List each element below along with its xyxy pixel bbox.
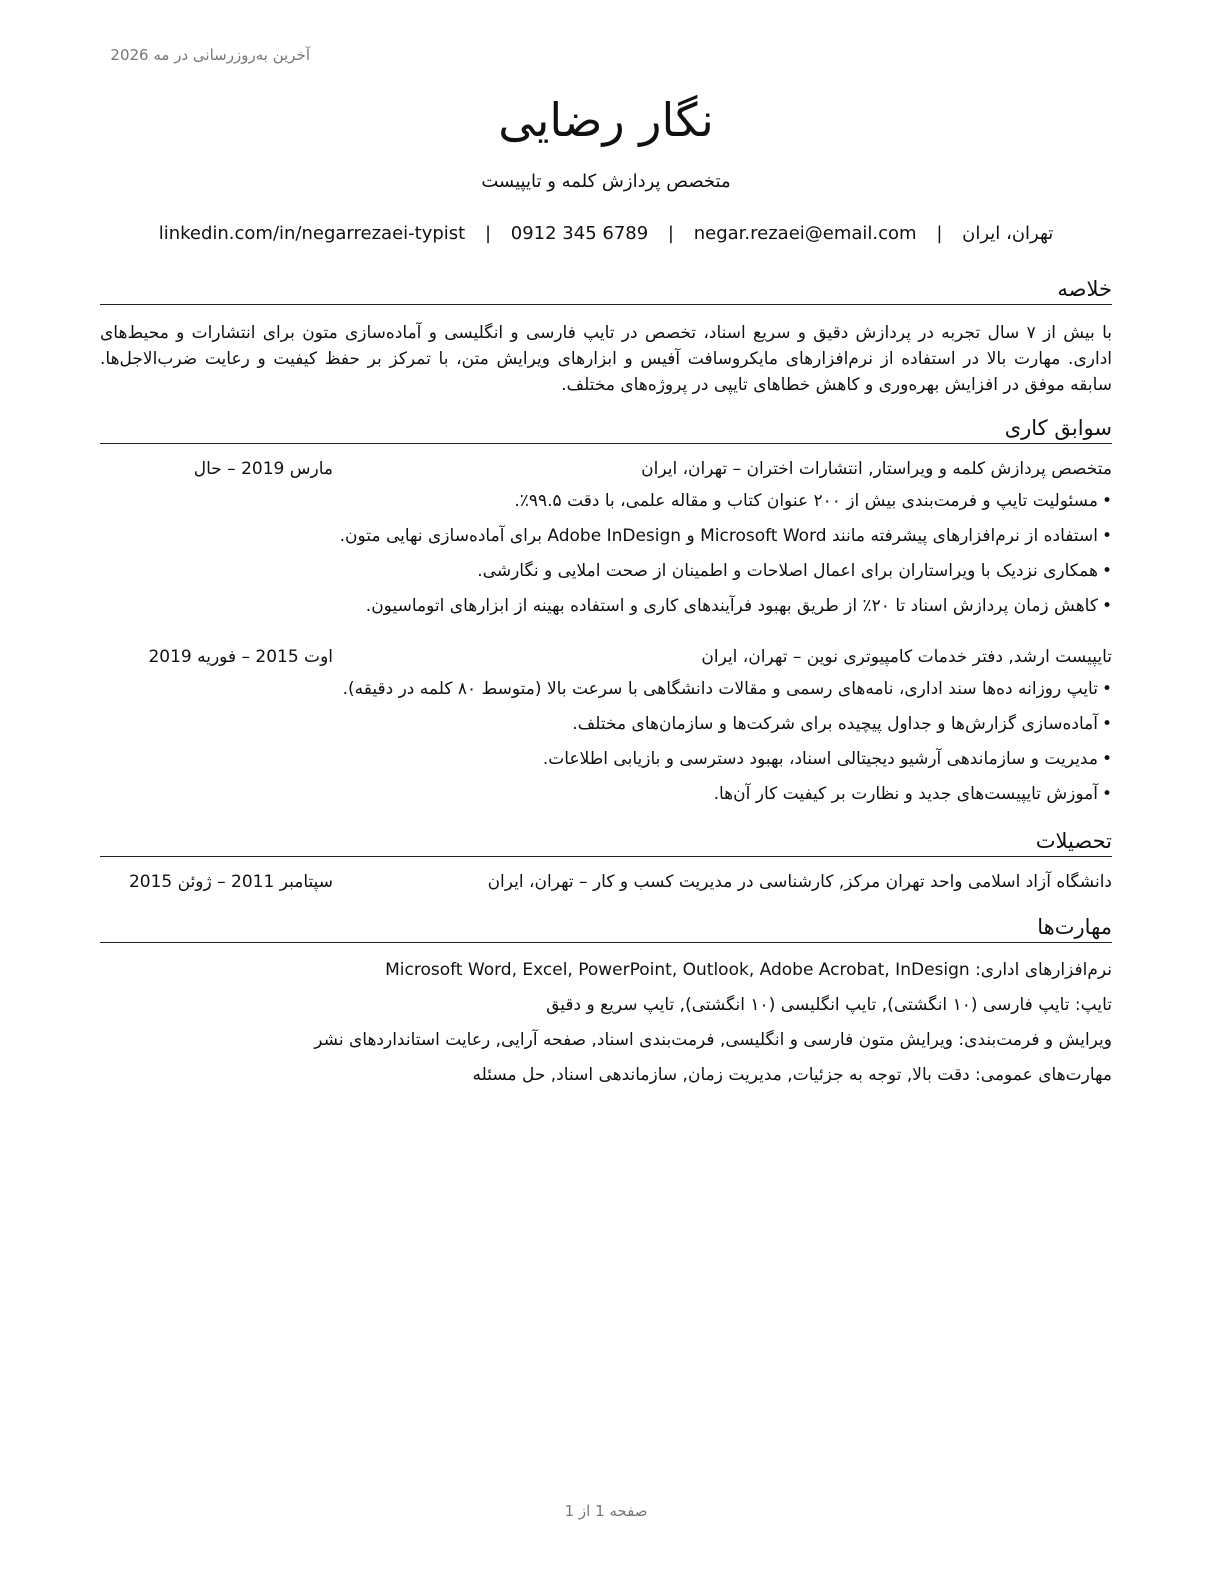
contact-line <box>100 223 1112 244</box>
education-title: دانشگاه آزاد اسلامی واحد تهران مرکز, کارشناسی در مدیریت کسب و کار – تهران، ایران <box>487 872 1112 892</box>
last-updated: آخرین به‌روزرسانی در مه 2026 <box>110 46 310 64</box>
education-date: سپتامبر 2011 – ژوئن 2015 <box>128 872 333 892</box>
section-title-skills: مهارت‌ها <box>100 914 1112 943</box>
list-item: •استفاده از نرم‌افزارهای پیشرفته مانند Microsoft Word و Adobe InDesign برای آماده‌سازی نهایی متون. <box>339 526 1112 546</box>
job-title: متخصص پردازش کلمه و ویراستار, انتشارات اختران – تهران، ایران <box>641 459 1112 479</box>
candidate-tagline: متخصص پردازش کلمه و تایپیست <box>481 171 731 192</box>
job-bullets <box>100 489 1112 629</box>
job-date: اوت 2015 – فوریه 2019 <box>148 647 333 667</box>
job-heading <box>100 647 1112 671</box>
page-number: صفحه 1 از 1 <box>564 1502 648 1520</box>
skills-row: نرم‌افزارهای اداری: Microsoft Word, Excel, PowerPoint, Outlook, Adobe Acrobat, InDesign <box>385 960 1112 980</box>
contact-separator: | <box>936 223 943 244</box>
contact-linkedin[interactable]: linkedin.com/in/negarrezaei-typist <box>158 223 466 244</box>
section-title-education: تحصیلات <box>100 828 1112 857</box>
candidate-name: نگار رضایی <box>498 93 714 147</box>
job-title: تایپیست ارشد, دفتر خدمات کامپیوتری نوین – تهران، ایران <box>701 647 1112 667</box>
list-item: •آموزش تایپیست‌های جدید و نظارت بر کیفیت کار آن‌ها. <box>713 784 1112 804</box>
contact-separator: | <box>484 223 492 244</box>
skills-row: ویرایش و فرمت‌بندی: ویرایش متون فارسی و انگلیسی, فرمت‌بندی اسناد, صفحه آرایی, رعایت استانداردهای نشر <box>314 1030 1112 1050</box>
list-item: •مسئولیت تایپ و فرمت‌بندی بیش از ۲۰۰ عنوان کتاب و مقاله علمی، با دقت ۹۹.۵٪. <box>514 491 1112 511</box>
section-title-summary: خلاصه <box>100 276 1112 305</box>
job-heading <box>100 459 1112 483</box>
list-item: •تایپ روزانه ده‌ها سند اداری، نامه‌های رسمی و مقالات دانشگاهی با سرعت بالا (متوسط ۸۰ کلمه در دقیقه). <box>342 679 1112 699</box>
job-date: مارس 2019 – حال <box>193 459 333 479</box>
skills-row: تایپ: تایپ فارسی (۱۰ انگشتی), تایپ انگلیسی (۱۰ انگشتی), تایپ سریع و دقیق <box>546 995 1112 1015</box>
list-item: •همکاری نزدیک با ویراستاران برای اعمال اصلاحات و اطمینان از صحت املایی و نگارشی. <box>477 561 1112 581</box>
list-item: •کاهش زمان پردازش اسناد تا ۲۰٪ از طریق بهبود فرآیندهای کاری و استفاده بهینه از ابزارهای اتوماسیون. <box>365 596 1112 616</box>
contact-location: تهران، ایران <box>962 223 1054 244</box>
section-title-experience: سوابق کاری <box>100 415 1112 444</box>
contact-phone: 0912 345 6789 <box>510 223 649 244</box>
contact-separator: | <box>667 223 674 244</box>
resume-page <box>100 0 1112 1584</box>
list-item: •مدیریت و سازماندهی آرشیو دیجیتالی اسناد، بهبود دسترسی و بازیابی اطلاعات. <box>542 749 1112 769</box>
skills-list <box>100 958 1112 1098</box>
list-item: •آماده‌سازی گزارش‌ها و جداول پیچیده برای شرکت‌ها و سازمان‌های مختلف. <box>572 714 1112 734</box>
job-bullets <box>100 677 1112 817</box>
contact-email[interactable]: negar.rezaei@email.com <box>693 223 917 244</box>
summary-text: با بیش از ۷ سال تجربه در پردازش دقیق و سریع اسناد، تخصص در تایپ فارسی و انگلیسی و آماده‌سازی متون برای انتشارات و محیط‌های اداری. مهارت بالا در استفاده از نرم‌افزارهای مایکروسافت آفیس و ابزارهای ویرایش متن، با تمرکز بر حفظ کیفیت و رعایت ضرب‌الاجل‌ها. سابقه موفق در افزایش بهره‌وری و کاهش خطاهای تایپی در پروژه‌های مختلف. <box>100 323 1112 395</box>
education-heading <box>100 872 1112 896</box>
skills-row: مهارت‌های عمومی: دقت بالا, توجه به جزئیات, مدیریت زمان, سازماندهی اسناد, حل مسئله <box>472 1065 1112 1085</box>
